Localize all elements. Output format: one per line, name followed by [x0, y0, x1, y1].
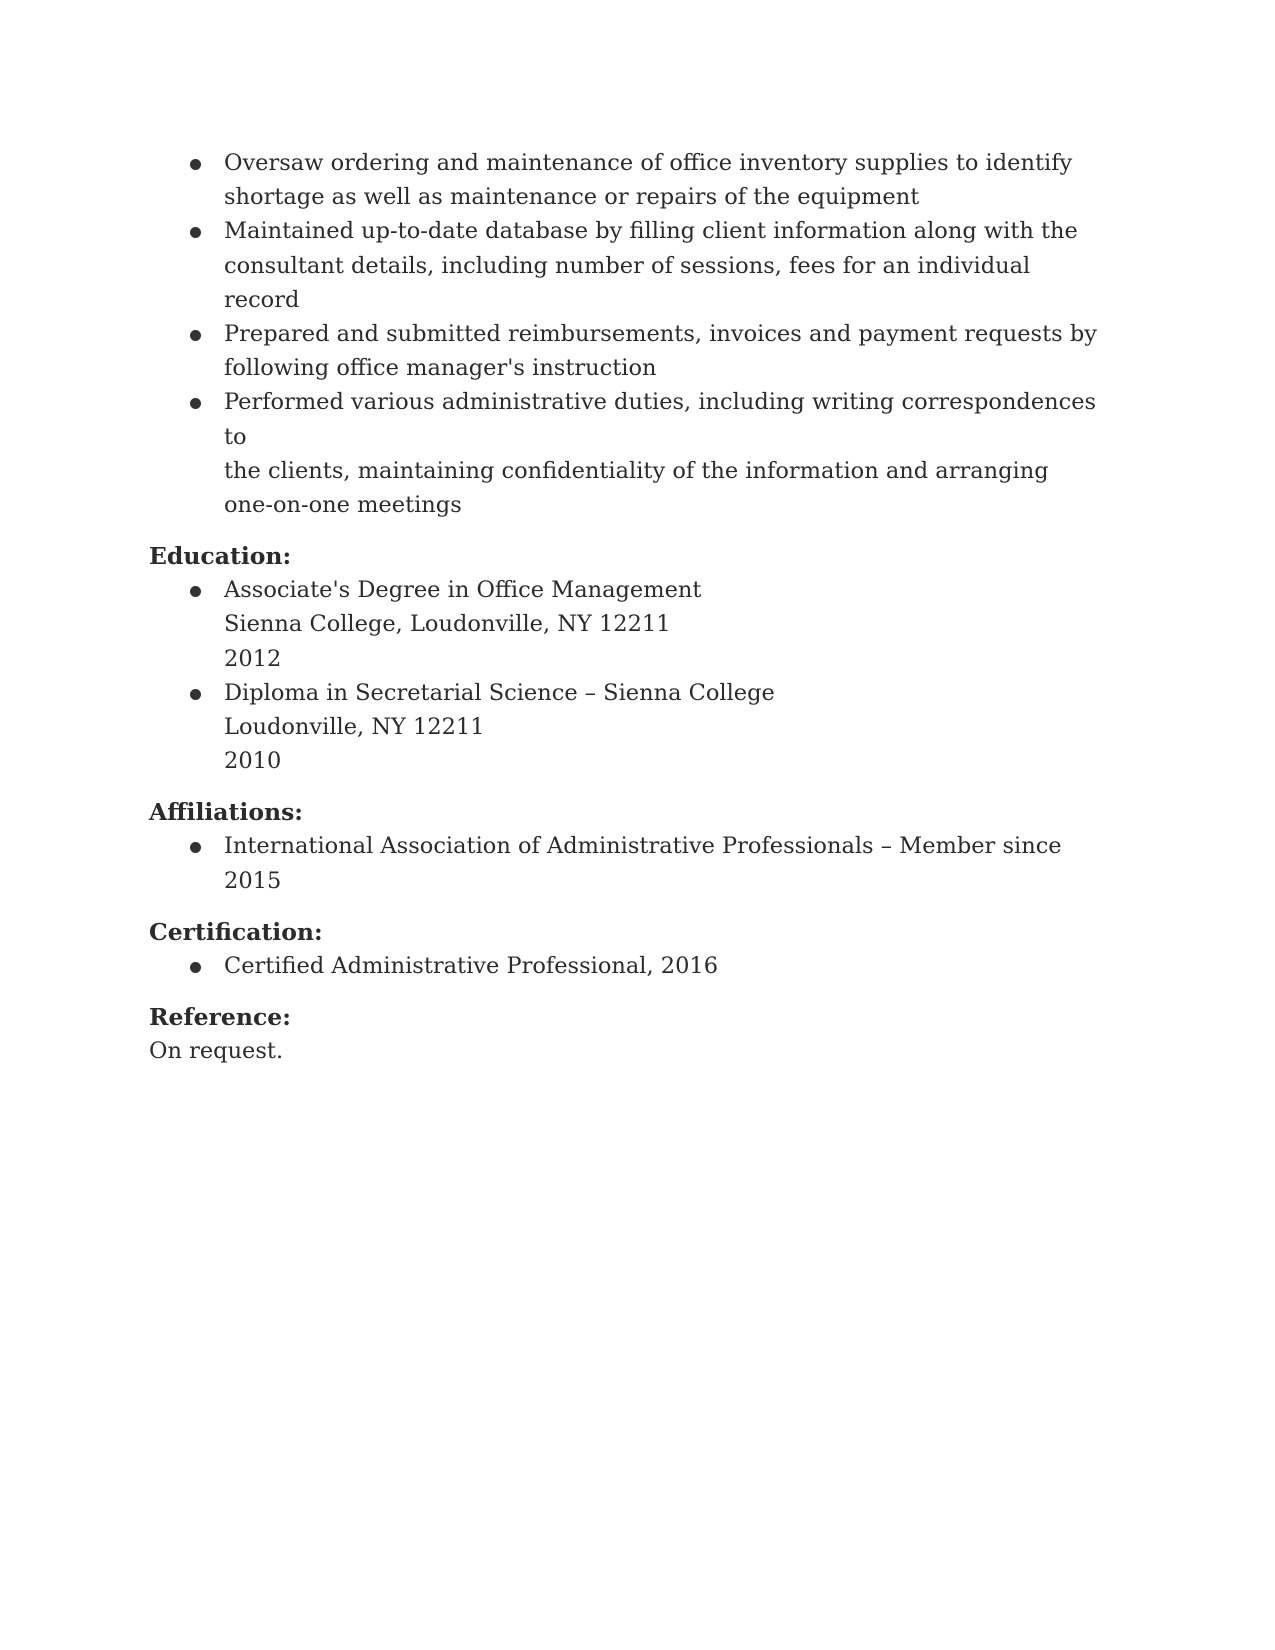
bullet-icon	[190, 962, 201, 973]
resume-page	[149, 146, 1109, 1068]
certification-text: Certified Administrative Professional, 2016	[224, 952, 719, 979]
education-heading: Education:	[149, 542, 292, 571]
list-item	[149, 385, 1109, 522]
reference-heading: Reference:	[149, 1003, 291, 1032]
experience-list	[149, 146, 1109, 522]
list-item-line: Performed various administrative duties, including writing correspondences to	[224, 389, 1097, 450]
bullet-icon	[190, 227, 201, 238]
education-list	[149, 573, 1109, 778]
affiliation-text: International Association of Administrative Professionals – Member since 2015	[224, 833, 1062, 894]
list-item	[149, 573, 1109, 676]
list-item-line: shortage as well as maintenance or repairs of the equipment	[224, 184, 920, 211]
degree-title: Diploma in Secretarial Science – Sienna College	[224, 679, 775, 706]
list-item-line: following office manager's instruction	[224, 355, 657, 382]
list-item-line: Maintained up-to-date database by filling client information along with the	[224, 218, 1078, 245]
bullet-icon	[190, 689, 201, 700]
degree-title: Associate's Degree in Office Management	[224, 577, 702, 604]
list-item-line: one-on-one meetings	[224, 492, 462, 519]
bullet-icon	[190, 159, 201, 170]
school-location: Sienna College, Loudonville, NY 12211	[224, 611, 671, 638]
list-item	[149, 949, 1109, 983]
list-item	[149, 214, 1109, 317]
list-item	[149, 676, 1109, 779]
list-item-line: consultant details, including number of sessions, fees for an individual record	[224, 252, 1031, 313]
certification-list	[149, 949, 1109, 983]
list-item-line: Oversaw ordering and maintenance of office inventory supplies to identify	[224, 150, 1073, 176]
school-location: Loudonville, NY 12211	[224, 714, 485, 741]
certification-heading: Certification:	[149, 917, 323, 946]
graduation-year: 2012	[224, 645, 282, 672]
affiliations-list	[149, 829, 1109, 897]
list-item	[149, 146, 1109, 214]
bullet-icon	[190, 586, 201, 597]
list-item	[149, 829, 1109, 897]
affiliations-heading: Affiliations:	[149, 798, 303, 827]
list-item	[149, 317, 1109, 385]
graduation-year: 2010	[224, 748, 282, 775]
list-item-line: the clients, maintaining confidentiality of the information and arranging	[224, 457, 1049, 484]
reference-text: On request.	[149, 1038, 284, 1065]
list-item-line: Prepared and submitted reimbursements, invoices and payment requests by	[224, 321, 1097, 348]
bullet-icon	[190, 398, 201, 409]
bullet-icon	[190, 330, 201, 341]
bullet-icon	[190, 842, 201, 853]
